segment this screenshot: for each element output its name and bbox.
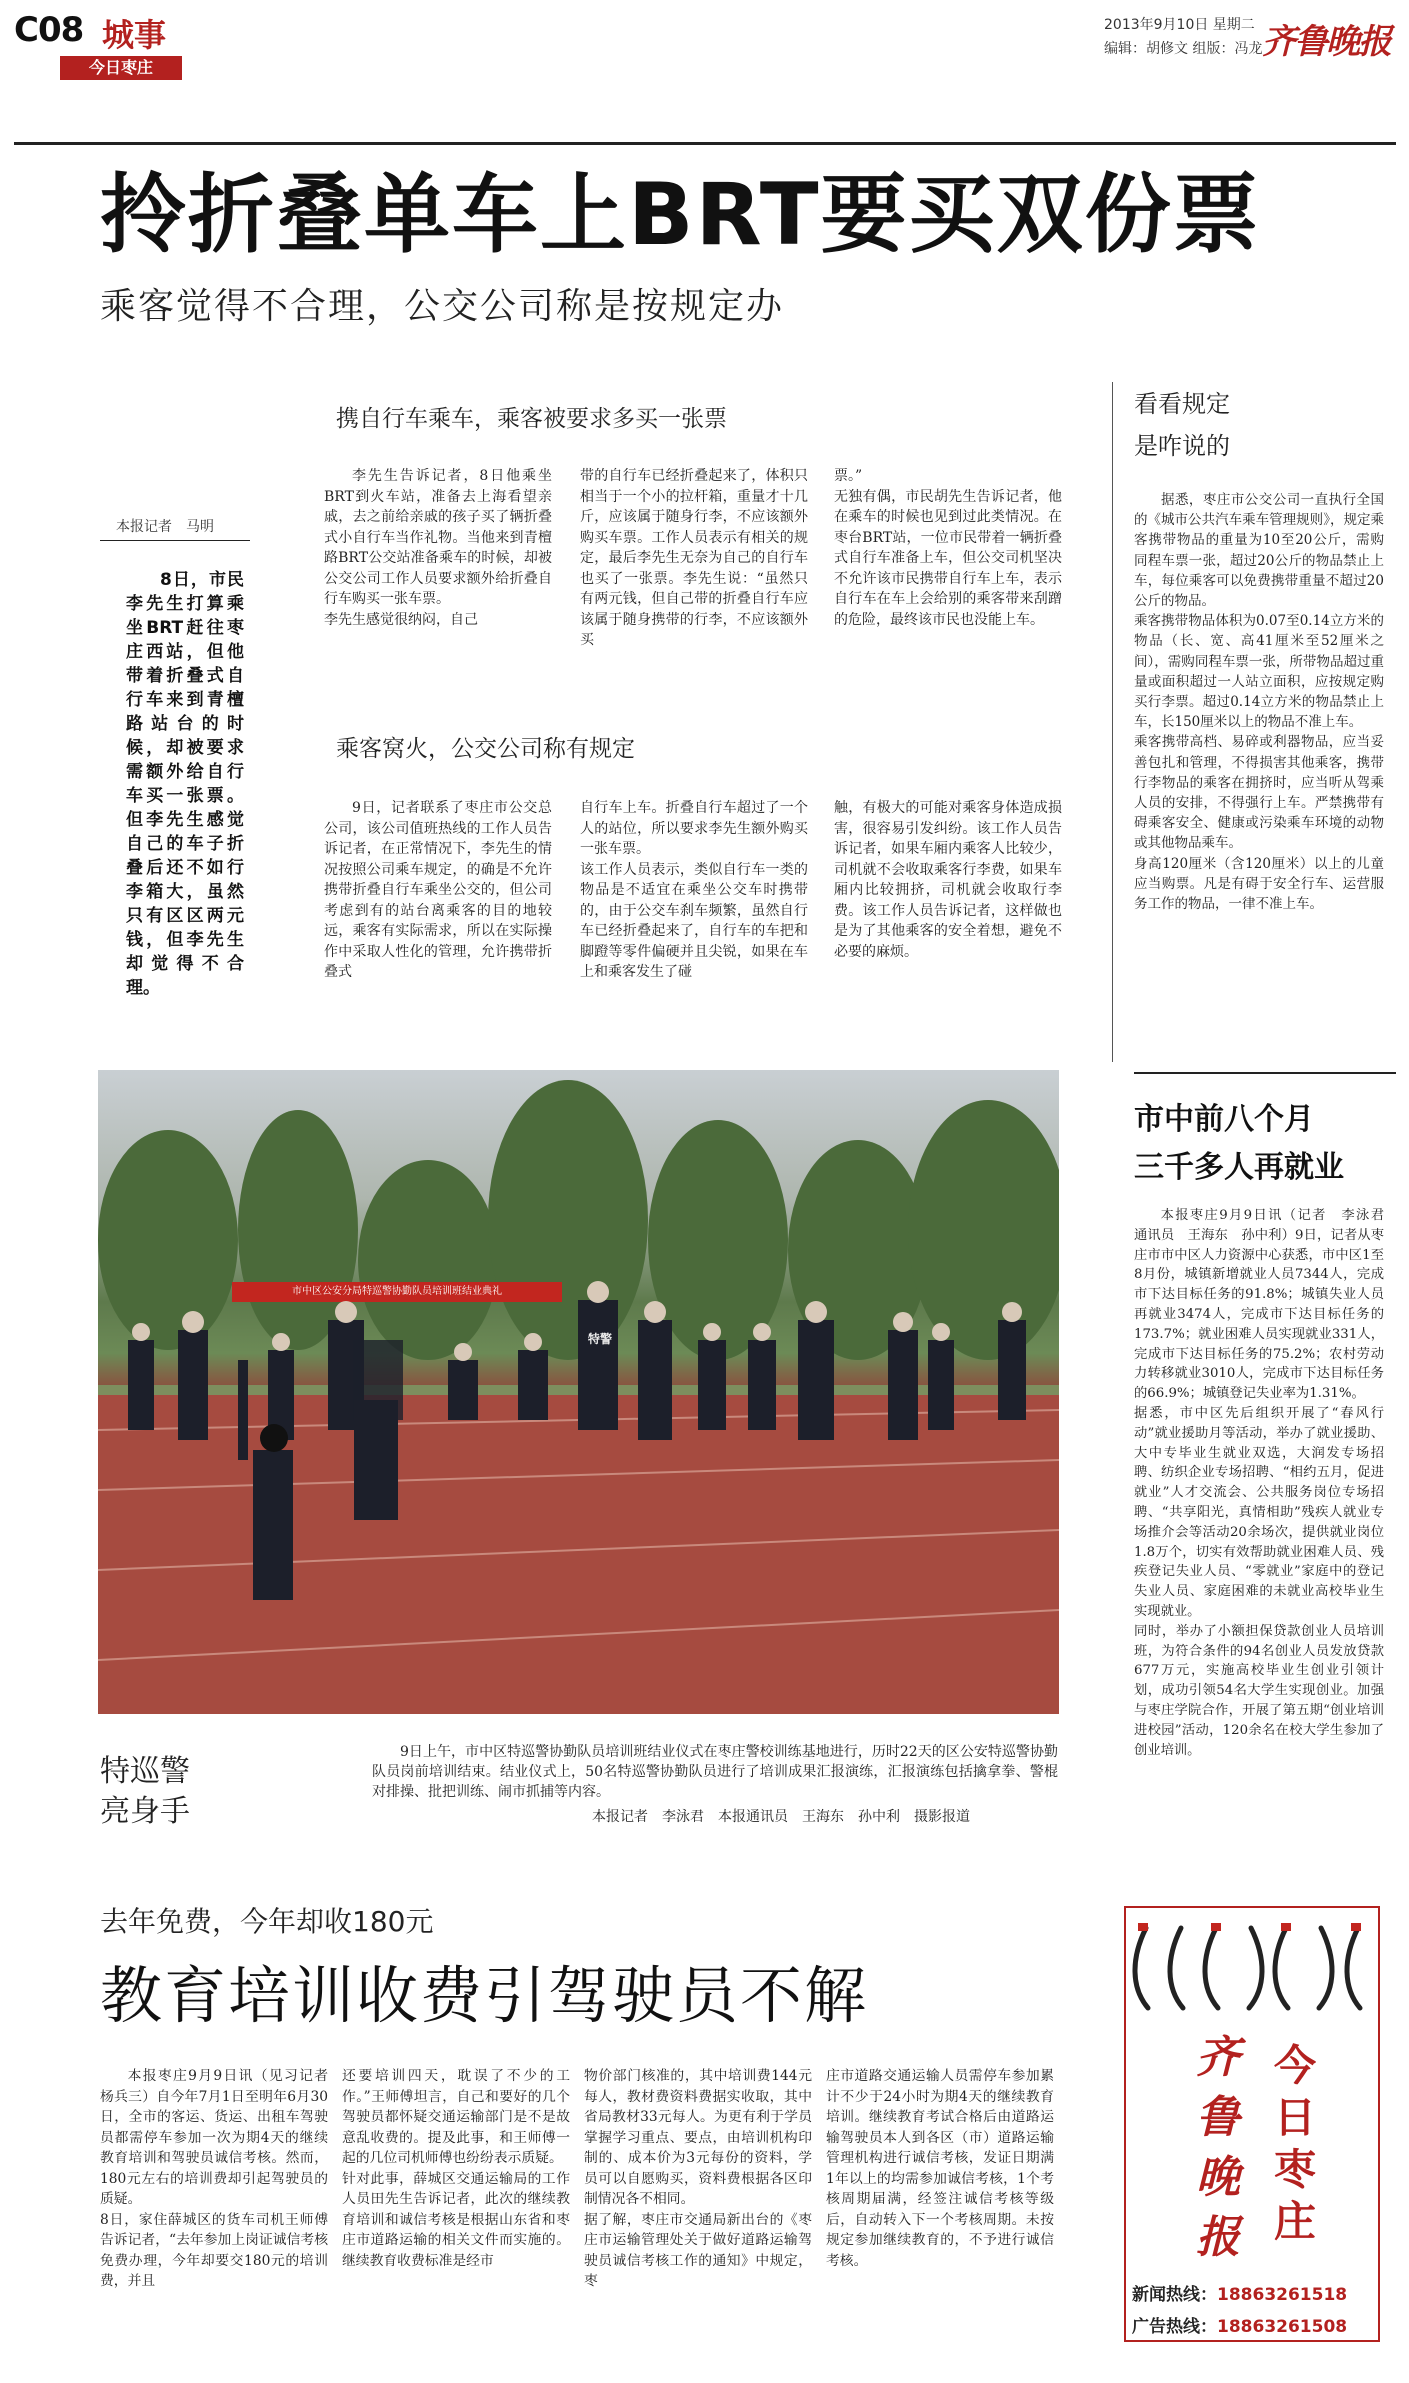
photo-vest-label: 特警 (588, 1332, 613, 1346)
photo-caption: 9日上午，市中区特巡警协勤队员培训班结业仪式在枣庄警校训练基地进行，历时22天的区公安特巡警协勤队员岗前培训结束。结业仪式上，50名特巡警协勤队员进行了培训成果汇报演练，汇报演练包括擒拿拳、警棍对排操、批把训练、闹市抓捕等内容。 (372, 1744, 1058, 1800)
ad-name: 今日枣庄 (1274, 2041, 1317, 2246)
news-hotline-number[interactable]: 18863261518 (1217, 2285, 1348, 2305)
lead-headline: 拎折叠单车上BRT要买双份票 (100, 165, 1261, 265)
right-column-divider (1112, 382, 1113, 1062)
ad-hotline-label: 广告热线： (1132, 2317, 1217, 2337)
editor-line: 编辑：胡修文 组版：冯龙 (1104, 41, 1263, 57)
bottom-col1: 本报枣庄9月9日讯（见习记者 杨兵三）自今年7月1日至明年6月30日，全市的客运、货运、出租车驾驶员都需停车参加一次为期4天的继续教育培训和驾驶员诚信考核。然而，180元左右的培训费却引起驾驶员的质疑。 8日，家住薛城区的货车司机王师傅告诉记者，“去年参加上岗证诚信考核免费办理，今年却要交180元的培训费，并且 (100, 2068, 328, 2289)
telephone-handsets-graphic (1126, 1908, 1378, 2028)
section1-title: 携自行车乘车，乘客被要求多买一张票 (336, 406, 727, 432)
hotline-ad (1124, 1906, 1380, 2342)
bottom-col2: 还要培训四天，耽误了不少的工作。”王师傅坦言，自己和要好的几个驾驶员都怀疑交通运输部门是不是故意乱收费的。提及此事，和王师傅一起的几位司机师傅也纷纷表示质疑。 针对此事，薛城区交通运输局的工作人员田先生告诉记者，此次的继续教育培训和诚信考核是根据山东省和枣庄市道路运输的相关文件而实施的。继续教育收费标准是经市 (342, 2068, 570, 2269)
photo-scene (98, 1070, 1059, 1714)
header-rule (14, 142, 1396, 145)
s1-col2: 带的自行车已经折叠起来了，体积只相当于一个小的拉杆箱，重量才十几斤，应该属于随身行李，不应该额外购买车票。工作人员表示有相关的规定，最后李先生无奈为自己的自行车也买了一张票。李先生说：“虽然只有两元钱，但自己带的折叠自行车应该属于随身携带的行李，不应该额外买 (580, 468, 808, 648)
bottom-col4: 庄市道路交通运输人员需停车参加累计不少于24小时为期4天的继续教育培训。继续教育考试合格后由道路运输驾驶员本人到各区（市）道路运输管理机构进行诚信考核，发证日期满1年以上的均需参加诚信考核，1个考核周期届满，经签注诚信考核等级后，自动转入下一个考核周期。未按规定参加继续教育的，不予进行诚信考核。 (826, 2068, 1054, 2269)
photo-credit: 本报记者 李泳君 本报通讯员 王海东 孙中利 摄影报道 (592, 1809, 970, 1825)
s2-col1: 9日，记者联系了枣庄市公交总公司，该公司值班热线的工作人员告诉记者，在正常情况下，李先生的情况按照公司乘车规定，的确是不允许携带折叠自行车乘坐公交的，但公司考虑到有的站台离乘客的目的地较远，乘客有实际需求，所以在实际操作中采取人性化的管理，允许携带折叠式 (324, 800, 552, 980)
s2-col3: 触，有极大的可能对乘客身体造成损害，很容易引发纠纷。该工作人员告诉记者，如果车厢内乘客人比较少，司机就不会收取乘客行李费，如果车厢内比较拥挤，司机就会收取行李费。该工作人员告诉记者，这样做也是为了其他乘客的安全着想，避免不必要的麻烦。 (834, 800, 1062, 960)
s1-col1: 李先生告诉记者，8日他乘坐BRT到火车站，准备去上海看望亲戚，去之前给亲戚的孩子买了辆折叠式小自行车当作礼物。当他来到青檀路BRT公交站准备乘车的时候，却被公交公司工作人员要求额外给折叠自行车购买一张车票。 李先生感觉很纳闷，自己 (324, 468, 552, 628)
jobs-body: 本报枣庄9月9日讯（记者 李泳君 通讯员 王海东 孙中利）9日，记者从枣庄市市中区人力资源中心获悉，市中区1至8月份，城镇新增就业人员7344人，完成市下达目标任务的91.8%；城镇失业人员再就业3474人，完成市下达目标任务的173.7%；就业困难人员实现就业331人，完成市下达目标任务的75.2%；农村劳动力转移就业3010人，完成市下达目标任务的66.9%；城镇登记失业率为1.31%。 据悉，市中区先后组织开展了“春风行动”就业援助月等活动，举办了就业援助、大中专毕业生就业双选，大润发专场招聘、纺织企业专场招聘、“相约五月，促进就业”人才交流会、公共服务岗位专场招聘、“共享阳光，真情相助”残疾人就业专场推介会等活动20余场次，提供就业岗位1.8万个，切实有效帮助就业困难人员、残疾登记失业人员、“零就业”家庭中的登记失业人员、家庭困难的未就业高校毕业生实现就业。 同时，举办了小额担保贷款创业人员培训班，为符合条件的94名创业人员发放贷款677万元，实施高校毕业生创业引领计划，成功引领54名大学生实现创业。加强与枣庄学院合作，开展了第五期“创业培训进校园”活动，120余名在校大学生参加了创业培训。 (1134, 1208, 1384, 1758)
jobs-title-2: 三千多人再就业 (1134, 1150, 1344, 1185)
photo-title-1: 特巡警 (100, 1754, 190, 1789)
photo-title-2: 亮身手 (100, 1794, 190, 1829)
news-hotline-label: 新闻热线： (1132, 2285, 1217, 2305)
jobs-top-rule (1134, 1072, 1396, 1074)
ad-news-line (1132, 2280, 1347, 2305)
rules-body: 据悉，枣庄市公交公司一直执行全国的《城市公共汽车乘车管理规则》，规定乘客携带物品的重量为10至20公斤，需购同程车票一张，超过20公斤的物品禁止上车，每位乘客可以免费携带重量不超过20公斤的物品。 乘客携带物品体积为0.07至0.14立方米的物品（长、宽、高41厘米至52厘米之间），需购同程车票一张，所带物品超过重量或面积超过一人站立面积，应按规定购买行李票。超过0.14立方米的物品禁止上车，长150厘米以上的物品不准上车。 乘客携带高档、易碎或利器物品，应当妥善包扎和管理，不得损害其他乘客，携带行李物品的乘客在拥挤时，应当听从驾乘人员的安排，不得强行上车。严禁携带有碍乘客安全、健康或污染乘车环境的动物或其他物品乘车。 身高120厘米（含120厘米）以上的儿童应当购票。凡是有碍于安全行车、运营服务工作的物品，一律不准上车。 (1134, 492, 1384, 913)
byline-rule (100, 540, 250, 541)
s1-col3: 票。” 无独有偶，市民胡先生告诉记者，他在乘车的时候也见到过此类情况。在枣台BRT站，一位市民带着一辆折叠式自行车准备上车，但公交司机坚决不允许该市民携带自行车上车，表示自行车在车上会给别的乘客带来刮蹭的危险，最终该市民也没能上车。 (834, 468, 1062, 628)
ad-brand: 齐鲁晚报 (1196, 2032, 1240, 2263)
section2-title: 乘客窝火，公交公司称有规定 (336, 736, 635, 762)
lead-byline: 本报记者 马明 (116, 519, 214, 535)
bottom-col3: 物价部门核准的，其中培训费144元每人，教材费资料费据实收取，其中省局教材33元每人。为更有利于学员掌握学习重点、要点，由培训机构印制的、成本价为3元每份的资料，学员可以自愿购买，资料费根据各区印制情况各不相同。 据了解，枣庄市交通局新出台的《枣庄市运输管理处关于做好道路运输驾驶员诚信考核工作的通知》中规定，枣 (584, 2068, 812, 2289)
bottom-headline: 教育培训收费引驾驶员不解 (100, 1959, 869, 2032)
bottom-kicker: 去年免费，今年却收180元 (100, 1905, 434, 1938)
s2-col2: 自行车上车。折叠自行车超过了一个人的站位，所以要求李先生额外购买一张车票。 该工作人员表示，类似自行车一类的物品是不适宜在乘坐公交车时携带的，由于公交车刹车频繁，虽然自行车已经折叠起来了，自行车的车把和脚蹬等零件偏硬并且尖锐，如果在车上和乘客发生了碰 (580, 800, 808, 980)
subsection-tab: 今日枣庄 (60, 56, 182, 80)
photo-banner: 市中区公安分局特巡警协勤队员培训班结业典礼 (292, 1286, 502, 1297)
page-number: C08 (14, 10, 84, 50)
newspaper-logo: 齐鲁晚报 (1262, 22, 1390, 62)
section-name: 城事 (102, 16, 167, 54)
issue-date: 2013年9月10日 星期二 (1104, 17, 1255, 33)
rules-title-1: 看看规定 (1134, 390, 1230, 418)
jobs-title-1: 市中前八个月 (1134, 1102, 1314, 1137)
ad-hotline-number[interactable]: 18863261508 (1217, 2317, 1348, 2337)
ad-ad-line (1132, 2312, 1347, 2337)
lead-subhead: 乘客觉得不合理，公交公司称是按规定办 (100, 286, 785, 327)
rules-title-2: 是咋说的 (1134, 432, 1230, 460)
lead-intro: 8日，市民李先生打算乘坐BRT赶往枣庄西站，但他带着折叠式自行车来到青檀路站台的时候，却被要求需额外给自行车买一张票。但李先生感觉自己的车子折叠后还不如行李箱大，虽然只有区区两元钱，但李先生却觉得不合理。 (126, 570, 244, 998)
training-photo (98, 1070, 1059, 1714)
